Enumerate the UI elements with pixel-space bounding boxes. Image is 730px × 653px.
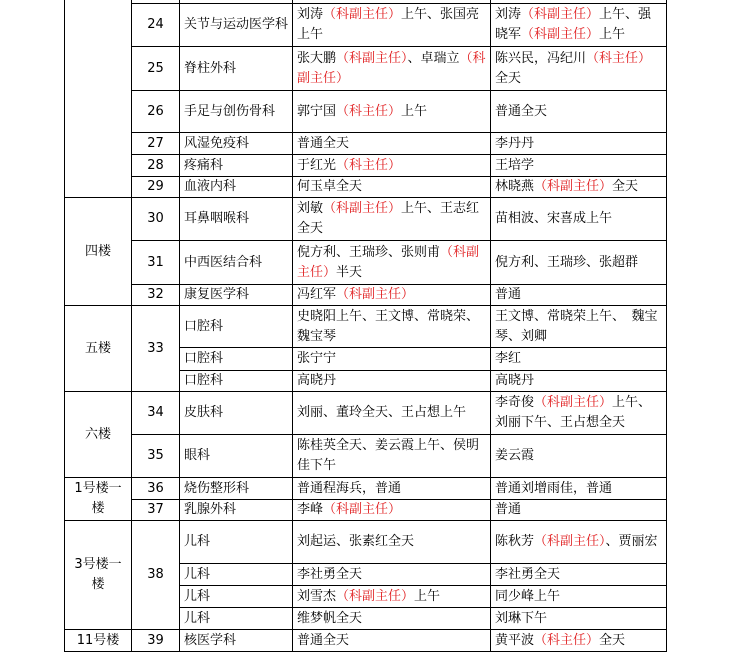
- floor-label-5f: 五楼: [65, 306, 132, 392]
- table-row: [65, 133, 667, 155]
- doctor-cell-afternoon: [491, 348, 667, 371]
- floor-label-building1: 1号楼一楼: [65, 478, 132, 521]
- director-title-tag: （科副主任）: [534, 179, 613, 194]
- doctor-text: 于红光: [297, 157, 337, 173]
- doctor-cell-morning: [293, 47, 491, 91]
- doctor-cell-afternoon: [491, 586, 667, 608]
- row-number: 35: [132, 435, 180, 478]
- doctor-text: 普通全天: [297, 632, 350, 648]
- director-title-tag: （科主任）: [336, 103, 402, 119]
- doctor-cell-morning: [293, 306, 491, 348]
- department-cell: 中西医结合科: [180, 241, 293, 285]
- row-number: 39: [132, 630, 180, 652]
- department-cell: 血液内科: [180, 177, 293, 198]
- department-cell: 手足与创伤骨科: [180, 91, 293, 133]
- doctor-text: 高晓丹: [495, 373, 535, 388]
- director-title-tag: （科副主任）: [521, 7, 600, 22]
- doctor-cell-afternoon: [491, 47, 667, 91]
- doctor-cell-afternoon: [491, 133, 667, 155]
- table-row: [65, 198, 667, 241]
- doctor-cell-morning: [293, 91, 491, 133]
- doctor-text: 陈秋芳: [495, 534, 535, 549]
- director-title-tag: （科副主任）: [297, 244, 480, 280]
- doctor-cell-morning: [293, 500, 491, 521]
- director-title-tag: （科副主任）: [323, 502, 402, 517]
- floor-label-building3: 3号楼一楼: [65, 521, 132, 630]
- doctor-cell-morning: [293, 521, 491, 564]
- table-row: [65, 4, 667, 47]
- doctor-cell-morning: [293, 630, 491, 652]
- floor-label-building11: 11号楼: [65, 630, 132, 652]
- doctor-text: 刘丽、董玲全天、王占想上午: [297, 405, 467, 420]
- table-row: [65, 177, 667, 198]
- doctor-cell-morning: [293, 392, 491, 435]
- department-cell: 疼痛科: [180, 155, 293, 177]
- doctor-text: 普通: [495, 502, 522, 517]
- doctor-text: 何玉卓全天: [297, 179, 363, 194]
- table-row: [65, 306, 667, 348]
- department-cell: 核医学科: [180, 630, 293, 652]
- doctor-text: 上午、王志红全天: [297, 201, 480, 236]
- table-row: [65, 285, 667, 306]
- doctor-text: 倪方利、王瑞珍、张则甫: [297, 244, 441, 260]
- doctor-cell-afternoon: [491, 285, 667, 306]
- director-title-tag: （科副主任）: [323, 7, 402, 22]
- department-cell: 口腔科: [180, 348, 293, 371]
- floor-cell: [65, 0, 132, 198]
- doctor-cell-afternoon: [491, 198, 667, 241]
- doctor-text: 李丹丹: [495, 135, 535, 151]
- department-cell: 儿科: [180, 521, 293, 564]
- doctor-text: 王培学: [495, 157, 535, 173]
- director-title-tag: （科副主任）: [323, 201, 402, 216]
- doctor-cell-morning: [293, 177, 491, 198]
- doctor-text: 陈桂英全天、姜云霞上午、侯明佳下午: [297, 438, 480, 473]
- doctor-text: 刘起运、张素红全天: [297, 534, 415, 549]
- table-row: [65, 630, 667, 652]
- director-title-tag: （科副主任）: [521, 27, 600, 42]
- department-cell: 儿科: [180, 608, 293, 630]
- row-number: 37: [132, 500, 180, 521]
- doctor-text: 全天: [612, 179, 639, 194]
- table-row: [65, 500, 667, 521]
- doctor-text: 刘涛: [297, 7, 324, 22]
- doctor-cell-afternoon: [491, 371, 667, 392]
- doctor-text: 普通全天: [297, 135, 350, 151]
- table-row: [65, 392, 667, 435]
- doctor-text: 刘涛: [495, 7, 522, 22]
- doctor-text: 张宁宁: [297, 351, 337, 366]
- doctor-cell-morning: [293, 285, 491, 306]
- director-title-tag: （科主任）: [534, 632, 600, 648]
- table-row: [65, 47, 667, 91]
- clinic-schedule-table: [64, 0, 667, 652]
- doctor-cell-afternoon: [491, 478, 667, 500]
- doctor-cell-morning: [293, 348, 491, 371]
- table-row: [65, 241, 667, 285]
- doctor-text: 上午: [401, 103, 428, 119]
- department-cell: 耳鼻咽喉科: [180, 198, 293, 241]
- doctor-text: 、贾丽宏: [605, 534, 658, 549]
- doctor-cell-morning: [293, 586, 491, 608]
- row-number: 26: [132, 91, 180, 133]
- floor-label-6f: 六楼: [65, 392, 132, 478]
- doctor-text: 全天: [495, 70, 522, 86]
- doctor-text: 史晓阳上午、王文博、常晓荣、魏宝琴: [297, 308, 480, 344]
- department-cell: 口腔科: [180, 371, 293, 392]
- department-cell: 眼科: [180, 435, 293, 478]
- doctor-text: 刘敏: [297, 201, 324, 216]
- doctor-cell-morning: [293, 133, 491, 155]
- doctor-text: 普通全天: [495, 103, 548, 119]
- doctor-cell-afternoon: [491, 91, 667, 133]
- department-cell: 风湿免疫科: [180, 133, 293, 155]
- doctor-text: 上午: [414, 588, 441, 604]
- doctor-text: 上午、张国亮上午: [297, 7, 480, 42]
- doctor-text: 半天: [336, 264, 363, 280]
- doctor-cell-afternoon: [491, 630, 667, 652]
- table-row: [65, 478, 667, 500]
- row-number: 29: [132, 177, 180, 198]
- department-cell: 儿科: [180, 564, 293, 586]
- doctor-cell-afternoon: [491, 306, 667, 348]
- department-cell: 脊柱外科: [180, 47, 293, 91]
- doctor-text: 上午、刘丽下午、王占想全天: [495, 395, 652, 430]
- director-title-tag: （科副主任）: [534, 534, 606, 549]
- doctor-cell-morning: [293, 198, 491, 241]
- doctor-cell-afternoon: [491, 435, 667, 478]
- doctor-text: 苗相波、宋喜成上午: [495, 211, 613, 226]
- row-number: 30: [132, 198, 180, 241]
- row-number: 25: [132, 47, 180, 91]
- row-number: 27: [132, 133, 180, 155]
- doctor-cell-afternoon: [491, 392, 667, 435]
- department-cell: 皮肤科: [180, 392, 293, 435]
- doctor-cell-morning: [293, 241, 491, 285]
- table-row: [65, 435, 667, 478]
- doctor-text: 李红: [495, 351, 522, 366]
- table-row: [65, 91, 667, 133]
- row-number: 28: [132, 155, 180, 177]
- doctor-cell-afternoon: [491, 241, 667, 285]
- doctor-text: 普通刘增雨佳，普通: [495, 480, 613, 496]
- doctor-text: 张大鹏: [297, 50, 337, 66]
- doctor-cell-morning: [293, 608, 491, 630]
- director-title-tag: （科副主任）: [534, 395, 613, 410]
- doctor-text: 李奇俊: [495, 395, 535, 410]
- doctor-cell-morning: [293, 155, 491, 177]
- director-title-tag: （科主任）: [586, 50, 652, 66]
- doctor-cell-afternoon: [491, 521, 667, 564]
- row-number: 36: [132, 478, 180, 500]
- doctor-cell-afternoon: [491, 564, 667, 586]
- table-row: [65, 155, 667, 177]
- floor-label-4f: 四楼: [65, 198, 132, 306]
- doctor-text: 上午: [599, 27, 626, 42]
- doctor-text: 刘琳下午: [495, 610, 548, 626]
- doctor-text: 普通: [495, 287, 522, 302]
- director-title-tag: （科主任）: [336, 157, 402, 173]
- doctor-text: 黄平波: [495, 632, 535, 648]
- row-number: 24: [132, 4, 180, 47]
- doctor-text: 同少峰上午: [495, 588, 561, 604]
- doctor-text: 王文博、常晓荣上午、 魏宝琴、刘卿: [495, 308, 658, 344]
- row-number: 34: [132, 392, 180, 435]
- doctor-cell-morning: [293, 371, 491, 392]
- director-title-tag: （科副主任）: [336, 50, 408, 66]
- doctor-text: 上午、强晓军: [495, 7, 652, 42]
- doctor-cell-afternoon: [491, 500, 667, 521]
- director-title-tag: （科副主任）: [336, 287, 415, 302]
- table-row: [65, 521, 667, 564]
- doctor-cell-morning: [293, 4, 491, 47]
- doctor-cell-afternoon: [491, 155, 667, 177]
- department-cell: 儿科: [180, 586, 293, 608]
- doctor-text: 李社勇全天: [495, 566, 561, 582]
- department-cell: 烧伤整形科: [180, 478, 293, 500]
- doctor-cell-morning: [293, 478, 491, 500]
- doctor-text: 维梦帆全天: [297, 610, 363, 626]
- doctor-cell-morning: [293, 435, 491, 478]
- doctor-text: 、卓瑞立: [407, 50, 460, 66]
- row-number: 32: [132, 285, 180, 306]
- row-number: 38: [132, 521, 180, 630]
- row-number: 31: [132, 241, 180, 285]
- doctor-text: 冯红军: [297, 287, 337, 302]
- department-cell: 乳腺外科: [180, 500, 293, 521]
- department-cell: 康复医学科: [180, 285, 293, 306]
- doctor-text: 陈兴民，冯纪川: [495, 50, 587, 66]
- director-title-tag: （科副主任）: [297, 50, 486, 86]
- doctor-cell-afternoon: [491, 4, 667, 47]
- doctor-cell-afternoon: [491, 608, 667, 630]
- doctor-cell-afternoon: [491, 177, 667, 198]
- doctor-text: 姜云霞: [495, 448, 535, 463]
- doctor-text: 李社勇全天: [297, 566, 363, 582]
- department-cell: 口腔科: [180, 306, 293, 348]
- doctor-text: 普通程海兵，普通: [297, 480, 402, 496]
- doctor-text: 高晓丹: [297, 373, 337, 388]
- doctor-text: 刘雪杰: [297, 588, 337, 604]
- doctor-text: 倪方利、王瑞珍、张超群: [495, 254, 639, 270]
- doctor-cell-morning: [293, 564, 491, 586]
- row-number: 33: [132, 306, 180, 392]
- director-title-tag: （科副主任）: [336, 588, 415, 604]
- department-cell: 关节与运动医学科: [180, 4, 293, 47]
- doctor-text: 郭宁国: [297, 103, 337, 119]
- doctor-text: 全天: [599, 632, 626, 648]
- doctor-text: 李峰: [297, 502, 324, 517]
- doctor-text: 林晓燕: [495, 179, 535, 194]
